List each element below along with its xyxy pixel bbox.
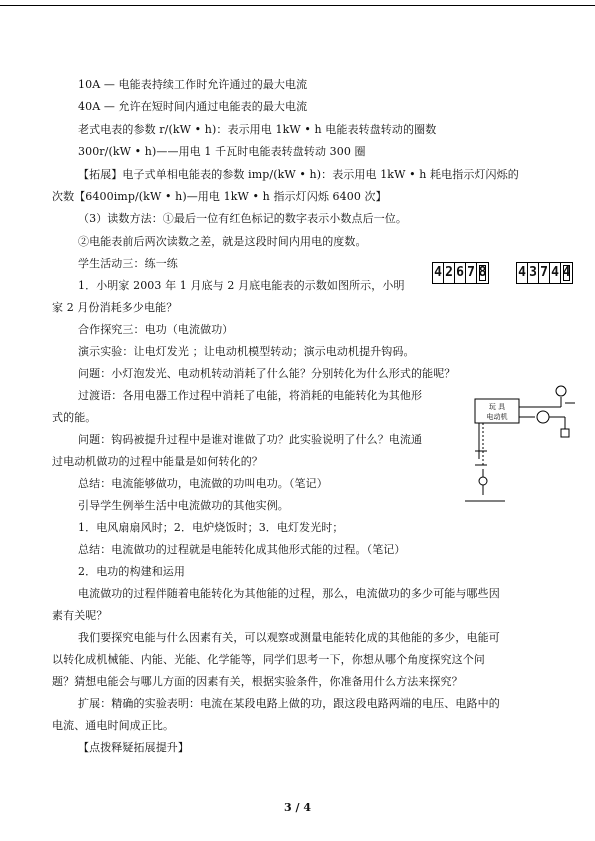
meter-digit: 3 bbox=[528, 263, 539, 283]
meter-digit: 7 bbox=[466, 263, 477, 283]
text-line: 式的能。 bbox=[52, 411, 97, 424]
text-line: 1．电风扇扇风时；2．电炉烧饭时；3．电灯发光时； bbox=[78, 521, 344, 534]
voltmeter-icon bbox=[556, 386, 566, 396]
text-line: 演示实验：让电灯发光 ；让电动机模型转动；演示电动机提升钩码。 bbox=[78, 345, 415, 358]
meter-decimal-digit: 8 bbox=[477, 263, 488, 283]
text-line: 扩展：精确的实验表明：电流在某段电路上做的功，跟这段电路两端的电压、电路中的 bbox=[78, 697, 500, 710]
text-line: 总结：电流做功的过程就是电能转化成其他形式能的过程。（笔记） bbox=[78, 543, 406, 556]
meter-readings-figure bbox=[432, 262, 574, 284]
text-line: 题？猜想电能会与哪儿方面的因素有关，根据实验条件，你准备用什么方法来探究？ bbox=[52, 675, 463, 688]
text-line: （3）读数方法：①最后一位有红色标记的数字表示小数点后一位。 bbox=[78, 212, 407, 225]
text-line: 以转化成机械能、内能、光能、化学能等，同学们思考一下，你想从哪个角度探究这个问 bbox=[52, 653, 485, 666]
meter-digit: 2 bbox=[444, 263, 455, 283]
page-top-border bbox=[0, 5, 595, 6]
text-line: 合作探究三：电功（电流做功） bbox=[78, 323, 234, 336]
text-line: 过电动机做功的过程中能量是如何转化的？ bbox=[52, 455, 263, 468]
text-line: 我们要探究电能与什么因素有关，可以观察或测量电能转化成的其他能的多少，电能可 bbox=[78, 631, 500, 644]
meter-reading-january bbox=[432, 262, 489, 284]
text-line: 10A — 电能表持续工作时允许通过的最大电流 bbox=[78, 78, 308, 91]
text-line: 2．电功的构建和运用 bbox=[78, 565, 185, 578]
text-line: 问题：小灯泡发光、电动机转动消耗了什么能？分别转化为什么形式的能呢？ bbox=[78, 367, 456, 380]
text-line: 引导学生例举生活中电流做功的其他实例。 bbox=[78, 499, 289, 512]
text-line: 电流、通电时间成正比。 bbox=[52, 719, 175, 732]
meter-digit: 4 bbox=[517, 263, 528, 283]
text-line: 次数【6400imp/(kW • h)—用电 1kW • h 指示灯闪烁 6400 次】 bbox=[52, 190, 387, 203]
motor-label: 电动机 bbox=[486, 413, 508, 421]
meter-digit: 4 bbox=[550, 263, 561, 283]
text-line: 40A — 允许在短时间内通过电能表的最大电流 bbox=[78, 100, 308, 113]
meter-reading-february bbox=[516, 262, 573, 284]
text-line: 问题：钩码被提升过程中是谁对谁做了功？此实验说明了什么？电流通 bbox=[78, 433, 423, 446]
text-line: 家 2 月份消耗多少电能？ bbox=[52, 301, 178, 314]
page-number: 3 / 4 bbox=[284, 801, 311, 814]
text-line: ②电能表前后两次读数之差，就是这段时间内用电的度数。 bbox=[78, 235, 367, 248]
text-line: 1．小明家 2003 年 1 月底与 2 月底电能表的示数如图所示，小明 bbox=[78, 279, 405, 292]
meter-digit: 7 bbox=[539, 263, 550, 283]
text-line: 【点拨释疑拓展提升】 bbox=[78, 741, 189, 754]
text-line: 电流做功的过程伴随着电能转化为其他能的过程，那么，电流做功的多少可能与哪些因 bbox=[78, 587, 500, 600]
toy-label: 玩 具 bbox=[488, 403, 506, 411]
battery-icon bbox=[561, 429, 569, 437]
text-line: 过渡语：各用电器工作过程中消耗了电能，将消耗的电能转化为其他形 bbox=[78, 389, 423, 402]
text-line: 素有关呢？ bbox=[52, 609, 108, 622]
text-line: 【拓展】电子式单相电能表的参数 imp/(kW • h)：表示用电 1kW • h 耗电指示灯闪烁的 bbox=[78, 168, 519, 181]
motor-circuit-diagram bbox=[465, 385, 577, 505]
meter-digit: 4 bbox=[433, 263, 444, 283]
hook-weight-icon bbox=[479, 477, 487, 485]
meter-decimal-digit: 4 bbox=[561, 263, 572, 283]
text-line: 300r/(kW • h)——用电 1 千瓦时电能表转盘转动 300 圈 bbox=[78, 145, 366, 158]
ammeter-icon bbox=[537, 411, 549, 423]
meter-digit: 6 bbox=[455, 263, 466, 283]
text-line: 老式电表的参数 r/(kW • h)：表示用电 1kW • h 电能表转盘转动的圈数 bbox=[78, 123, 437, 136]
text-line: 总结：电流能够做功，电流做的功叫电功。（笔记） bbox=[78, 477, 328, 490]
text-line: 学生活动三：练一练 bbox=[78, 257, 178, 270]
